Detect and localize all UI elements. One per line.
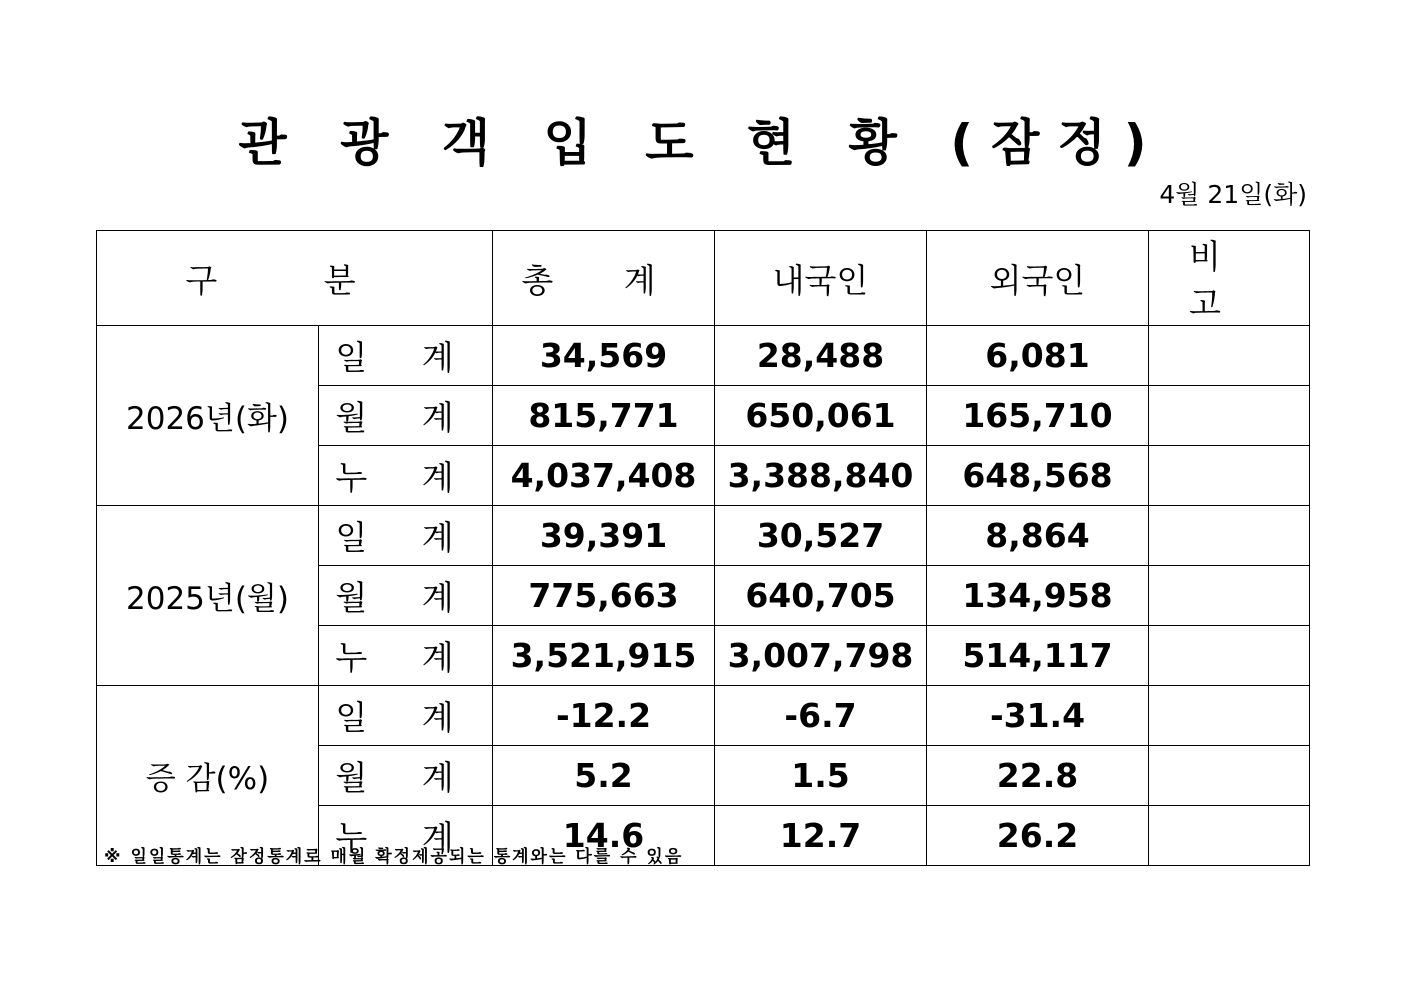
page-title: 관 광 객 입 도 현 황 (잠정) [238,114,1165,172]
header-category: 구 분 [97,231,493,326]
cell-remarks [1149,386,1310,446]
cell-remarks [1149,446,1310,506]
cell-remarks [1149,806,1310,866]
cell-domestic: 12.7 [715,806,927,866]
cell-remarks [1149,746,1310,806]
cell-total: 775,663 [493,566,715,626]
cell-foreign: 26.2 [927,806,1149,866]
cell-total: 815,771 [493,386,715,446]
cell-total: 5.2 [493,746,715,806]
cell-domestic: 30,527 [715,506,927,566]
cell-foreign: 165,710 [927,386,1149,446]
row-label-daily: 일 계 [319,326,493,386]
cell-foreign: 8,864 [927,506,1149,566]
cell-foreign: 514,117 [927,626,1149,686]
group-label-2026: 2026년(화) [97,326,319,506]
row-label-monthly: 월 계 [319,386,493,446]
cell-total: 14.6 [493,806,715,866]
cell-total: 4,037,408 [493,446,715,506]
table-header-row [97,231,1310,326]
group-label-change: 증 감(%) [97,686,319,866]
row-label-monthly: 월 계 [319,566,493,626]
cell-total: 39,391 [493,506,715,566]
tourist-arrivals-table [96,230,1310,866]
cell-domestic: 1.5 [715,746,927,806]
row-label-daily: 일 계 [319,506,493,566]
report-date: 4월 21일(화) [1159,180,1307,209]
cell-domestic: 28,488 [715,326,927,386]
cell-total: 34,569 [493,326,715,386]
row-label-cumulative: 누 계 [319,446,493,506]
table-row [97,686,1310,746]
cell-domestic: 3,388,840 [715,446,927,506]
cell-foreign: 648,568 [927,446,1149,506]
cell-domestic: 640,705 [715,566,927,626]
header-domestic: 내국인 [715,231,927,326]
footnote: ※ 일일통계는 잠정통계로 매월 확정제공되는 통계와는 다를 수 있음 [104,847,684,867]
table-row [97,326,1310,386]
cell-foreign: 134,958 [927,566,1149,626]
row-label-monthly: 월 계 [319,746,493,806]
cell-foreign: 22.8 [927,746,1149,806]
cell-domestic: 3,007,798 [715,626,927,686]
cell-domestic: 650,061 [715,386,927,446]
cell-remarks [1149,566,1310,626]
cell-foreign: -31.4 [927,686,1149,746]
cell-remarks [1149,326,1310,386]
group-label-2025: 2025년(월) [97,506,319,686]
cell-domestic: -6.7 [715,686,927,746]
header-remarks: 비 고 [1149,231,1310,326]
cell-total: -12.2 [493,686,715,746]
cell-remarks [1149,626,1310,686]
cell-total: 3,521,915 [493,626,715,686]
row-label-daily: 일 계 [319,686,493,746]
row-label-cumulative: 누 계 [319,806,493,866]
cell-foreign: 6,081 [927,326,1149,386]
row-label-cumulative: 누 계 [319,626,493,686]
header-total: 총 계 [493,231,715,326]
cell-remarks [1149,506,1310,566]
header-foreign: 외국인 [927,231,1149,326]
cell-remarks [1149,686,1310,746]
table-row [97,506,1310,566]
